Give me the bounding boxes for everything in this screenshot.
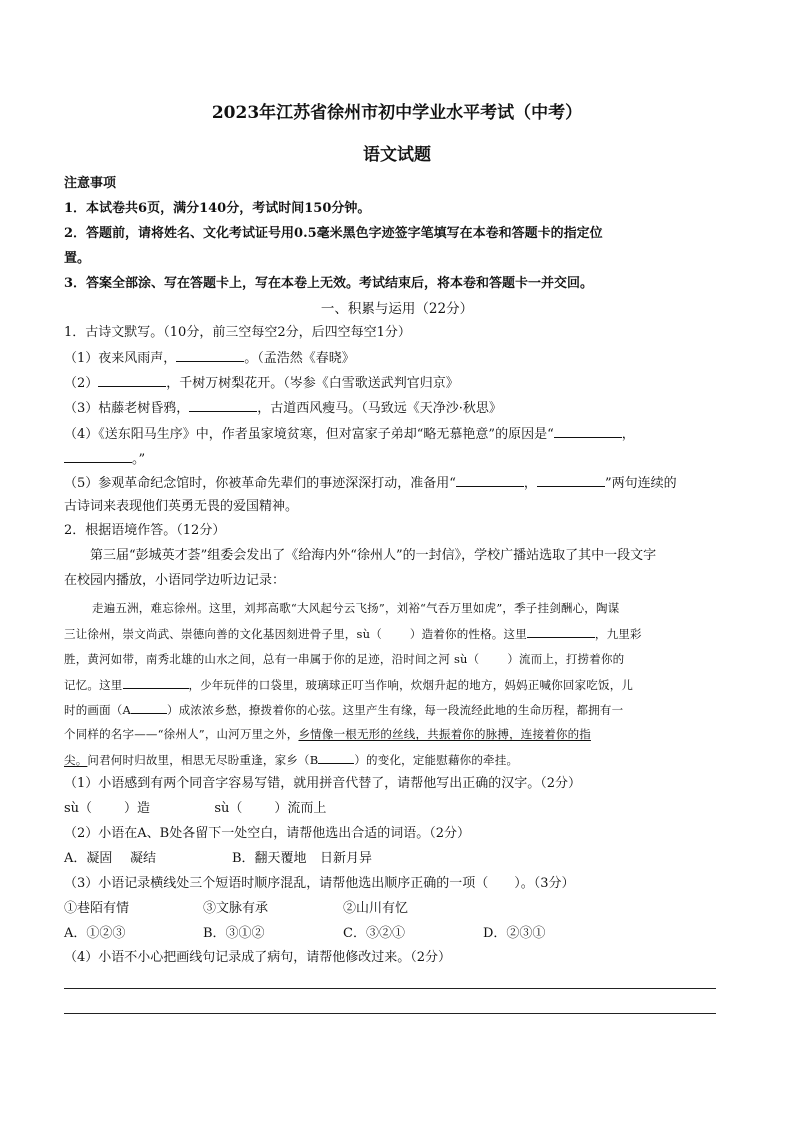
q1-line-5b: 古诗词来表现他们英勇无畏的爱国精神。 — [64, 499, 299, 514]
answer-blank[interactable] — [189, 399, 257, 412]
subquestion-1-answers — [64, 801, 326, 817]
answer-blank[interactable] — [554, 425, 622, 438]
q1-text: （4）《送东阳马生序》中，作者虽家境贫寒，但对富家子弟却“略无慕艳意”的原因是“ — [64, 427, 554, 442]
q1-text: ， — [621, 427, 635, 442]
passage-line — [64, 751, 518, 768]
option[interactable]: A．①②③ — [64, 926, 126, 941]
phrase-item: ②山川有忆 — [343, 901, 409, 916]
q1-line-5 — [64, 474, 677, 492]
option[interactable]: B．③①② — [203, 926, 265, 941]
q1-text: （1）夜来风雨声， — [64, 351, 177, 366]
answer-blank[interactable] — [318, 751, 354, 764]
underlined-sentence: 尖。 — [64, 753, 88, 767]
q1-text: ”两句连续的 — [604, 476, 677, 491]
pinyin: sù（ — [64, 801, 93, 816]
q1-line-2 — [64, 374, 459, 392]
option[interactable]: 凝结 — [130, 851, 157, 866]
subquestion: （4）小语不小心把画线句记录成了病句，请帮他修改过来。（2分） — [64, 950, 452, 965]
passage-text: 问君何时归故里，相思无尽盼重逢，家乡（B — [87, 753, 319, 767]
answer-blank[interactable] — [98, 374, 166, 387]
passage-text: 时的画面（A — [64, 703, 132, 717]
passage-text: 胜，黄河如带，南秀北雄的山水之间，总有一串属于你的足迹，沿时间之河 sù（ — [64, 652, 480, 666]
subquestion: （3）小语记录横线处三个短语时顺序混乱，请帮他选出顺序正确的一项（ ）。（3分） — [64, 876, 575, 891]
phrase-item: ①巷陌有情 — [64, 901, 130, 916]
option[interactable]: B．翻天覆地 — [232, 851, 307, 866]
q1-text: （2） — [64, 376, 99, 391]
q1-line-3 — [64, 399, 502, 417]
passage-text: 记忆。这里 — [64, 678, 123, 692]
passage-text: ）成浓浓乡愁，撩拨着你的心弦。这里产生有缘，每一段流经此地的生命历程，都拥有一 — [167, 703, 624, 717]
subquestion: （1）小语感到有两个同音字容易写错，就用拼音代替了，请帮他写出正确的汉字。（2分） — [64, 776, 582, 791]
question-stem: 2．根据语境作答。（12分） — [64, 523, 226, 538]
q1-text: （3）枯藤老树昏鸦， — [64, 401, 190, 416]
passage-text: 个同样的名字——“徐州人”，山河万里之外， — [64, 727, 299, 741]
q1-text: 。（孟浩然《春晓》 — [244, 351, 355, 366]
exam-subtitle: 语文试题 — [363, 145, 431, 165]
passage-line — [64, 676, 633, 693]
option[interactable]: D．②③① — [483, 926, 546, 941]
passage-line — [64, 701, 623, 718]
answer-blank[interactable] — [131, 701, 167, 714]
passage-line — [64, 651, 624, 667]
section-heading: 一、积累与运用（22分） — [320, 301, 474, 317]
answer-line[interactable] — [64, 1013, 716, 1014]
underlined-sentence: 乡情像一根无形的丝线，共振着你的脉搏，连接着你的指 — [298, 727, 591, 741]
q1-line-1 — [64, 349, 355, 367]
passage-line — [64, 625, 642, 642]
notice-item: 置。 — [64, 251, 91, 266]
answer-blank[interactable] — [176, 349, 244, 362]
answer-line[interactable] — [64, 988, 716, 989]
q2-intro: 在校园内播放，小语同学边听边记录： — [64, 573, 286, 588]
q1-text: ，古道西风瘦马。（马致远《天净沙·秋思》 — [257, 401, 502, 416]
notice-item: 3．答案全部涂、写在答题卡上，写在本卷上无效。考试结束后，将本卷和答题卡一并交回。 — [64, 276, 594, 291]
option[interactable]: C．③②① — [343, 926, 405, 941]
option[interactable]: 日新月异 — [320, 851, 373, 866]
phrase-item: ③文脉有承 — [203, 901, 269, 916]
passage-text: ，九里彩 — [594, 627, 642, 641]
answer-blank[interactable] — [537, 474, 605, 487]
passage-line: 走遍五洲，难忘徐州。这里，刘邦高歌“大风起兮云飞扬”，刘裕“气吞万里如虎”，季子挂剑酬心，陶谋 — [92, 601, 620, 615]
answer-blank[interactable] — [527, 625, 595, 638]
q1-line-4b — [64, 450, 145, 468]
passage-text: 三让徐州，崇文尚武、崇德向善的文化基因刻进骨子里，sù（ — [64, 627, 382, 641]
answer-blank[interactable] — [64, 450, 132, 463]
question-stem: 1．古诗文默写。（10分，前三空每空2分，后四空每空1分） — [64, 325, 411, 340]
answer-blank[interactable] — [123, 676, 189, 689]
option[interactable]: A．凝固 — [64, 851, 113, 866]
q2-text: ）流而上 — [274, 801, 327, 816]
passage-text: ）流而上，打捞着你的 — [507, 652, 625, 666]
exam-title: 2023年江苏省徐州市初中学业水平考试（中考） — [211, 103, 583, 123]
answer-blank[interactable] — [456, 474, 524, 487]
notice-item: 2．答题前，请将姓名、文化考试证号用0.5毫米黑色字迹签字笔填写在本卷和答题卡的指定位 — [64, 226, 603, 241]
subquestion: （2）小语在A、B处各留下一处空白，请帮他选出合适的词语。（2分） — [64, 826, 470, 841]
q1-text: ， — [523, 476, 537, 491]
notice-heading: 注意事项 — [64, 176, 117, 191]
q1-text: 。” — [132, 452, 146, 467]
q1-line-4 — [64, 425, 635, 443]
pinyin: sù（ — [214, 801, 243, 816]
passage-line — [64, 726, 591, 742]
q2-text: ）造 — [124, 801, 151, 816]
passage-text: ，少年玩伴的口袋里，玻璃球正叮当作响，炊烟升起的地方，妈妈正喊你回家吃饭，儿 — [188, 678, 634, 692]
q1-text: ，千树万树梨花开。（岑参《白雪歌送武判官归京》 — [166, 376, 459, 391]
q1-text: （5）参观革命纪念馆时，你被革命先辈们的事迹深深打动，准备用“ — [64, 476, 456, 491]
passage-text: ）造着你的性格。这里 — [409, 627, 527, 641]
q2-intro: 第三届“彭城英才荟”组委会发出了《给海内外“徐州人”的一封信》，学校广播站选取了其中一段文字 — [90, 548, 657, 563]
notice-item: 1．本试卷共6页，满分140分，考试时间150分钟。 — [64, 201, 371, 216]
passage-text: ）的变化，定能慰藉你的牵挂。 — [354, 753, 519, 767]
